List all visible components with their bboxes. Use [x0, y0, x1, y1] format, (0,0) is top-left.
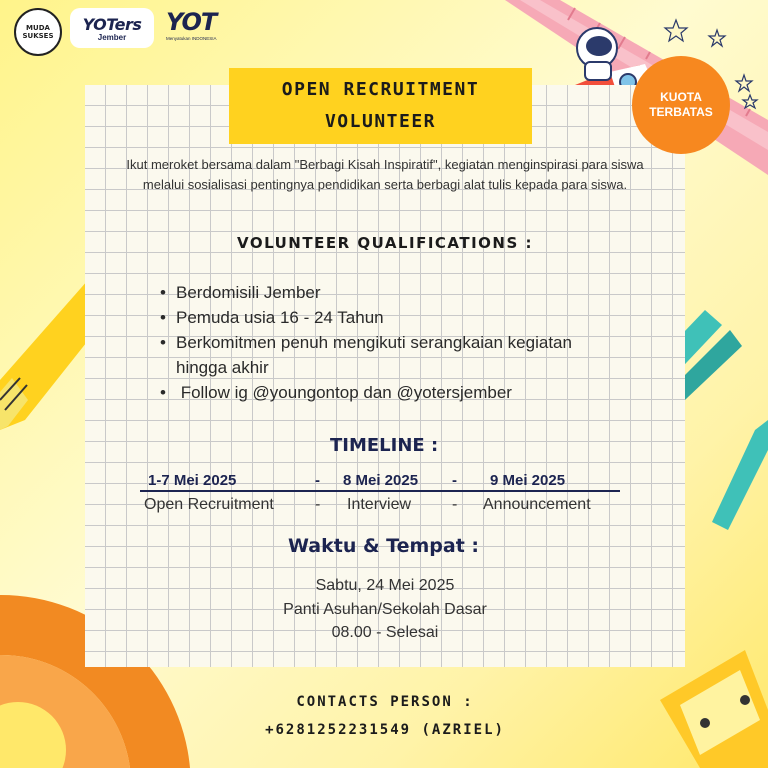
- sharpener-illustration: [660, 650, 768, 768]
- contact-label: CONTACTS PERSON :: [296, 694, 474, 710]
- contact-section: [200, 688, 570, 744]
- timeline-date-3: 9 Mei 2025: [490, 472, 566, 489]
- venue-place: Panti Asuhan/Sekolah Dasar: [283, 600, 487, 618]
- intro-paragraph: Ikut meroket bersama dalam "Berbagi Kisah Inspiratif", kegiatan menginspirasi para siswa melalui sosialisasi pentingnya pendidikan serta berbagi alat tulis kepada para siswa.: [126, 157, 644, 192]
- venue-heading: Waktu & Tempat :: [288, 535, 479, 557]
- astronaut-illustration: [577, 28, 617, 80]
- timeline-separator: -: [315, 472, 320, 489]
- venue-details: [230, 574, 540, 645]
- title-line-2: VOLUNTEER: [324, 111, 437, 132]
- qualifications-heading: VOLUNTEER QUALIFICATIONS :: [237, 234, 533, 252]
- qualification-item: • Follow ig @youngontop dan @yotersjember: [158, 380, 598, 405]
- timeline-date-2: 8 Mei 2025: [343, 472, 419, 489]
- timeline-label-1: Open Recruitment: [144, 496, 274, 513]
- contact-phone: +6281252231549 (AZRIEL): [265, 722, 505, 738]
- qualification-item: • Berkomitmen penuh mengikuti serangkaian kegiatan hingga akhir: [158, 330, 598, 380]
- venue-date: Sabtu, 24 Mei 2025: [315, 577, 455, 594]
- kuota-terbatas-badge: KUOTA TERBATAS: [632, 56, 730, 154]
- timeline-separator: -: [452, 496, 458, 513]
- timeline-separator: -: [452, 472, 457, 489]
- timeline-label-3: Announcement: [483, 496, 591, 513]
- muda-sukses-logo: MUDA SUKSES: [14, 8, 62, 56]
- qualification-item: • Berdomisili Jember: [158, 280, 598, 305]
- qualification-item: • Pemuda usia 16 - 24 Tahun: [158, 305, 598, 330]
- yoters-jember-logo: YOTers Jember: [70, 8, 154, 48]
- qualifications-list: [158, 280, 598, 405]
- title-line-1: OPEN RECRUITMENT: [281, 79, 480, 100]
- timeline-separator: -: [315, 496, 321, 513]
- yot-logo: YOT Menyatukan INDONESIA: [166, 8, 217, 41]
- timeline-dates: [140, 472, 620, 492]
- timeline-date-1: 1-7 Mei 2025: [148, 472, 237, 489]
- timeline-heading: TIMELINE :: [330, 435, 439, 456]
- venue-time: 08.00 - Selesai: [331, 624, 439, 641]
- timeline-label-2: Interview: [347, 496, 412, 513]
- title-banner: [229, 68, 532, 144]
